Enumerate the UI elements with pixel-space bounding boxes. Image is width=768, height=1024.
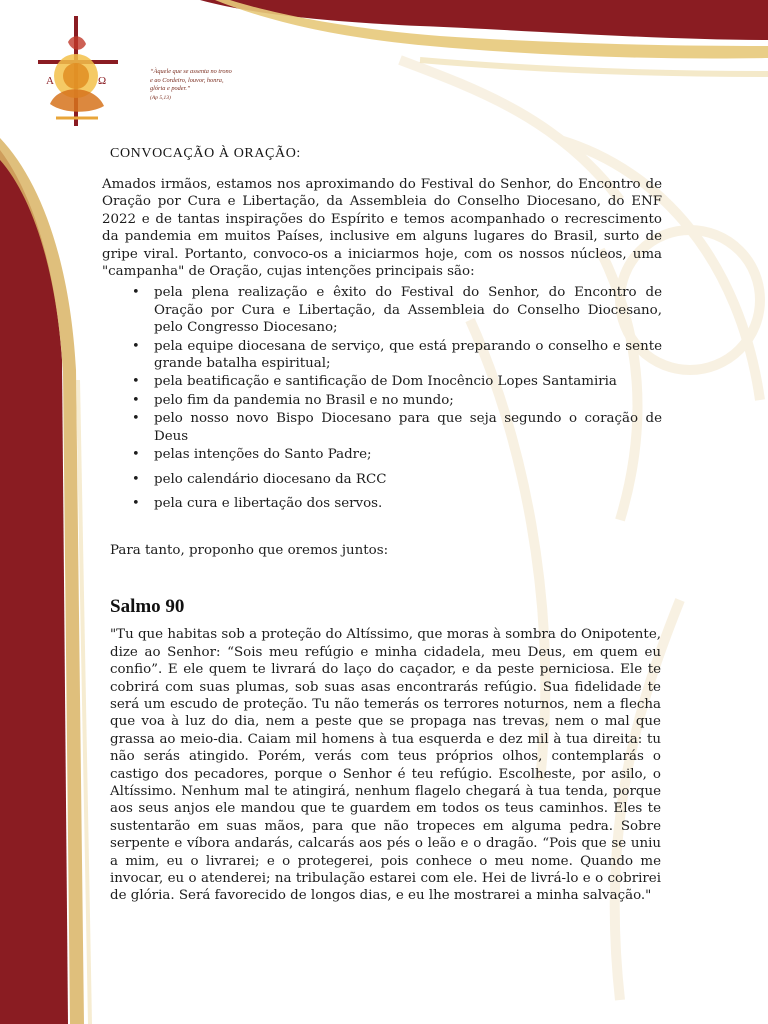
psalm-text: "Tu que habitas sob a proteção do Altíssimo, que moras à sombra do Onipotente, dize ao Senhor: “Sois meu refúgio e minha cidadela, meu Deus, em quem eu confio”. E ele quem te livrará do laço do caçador, e da peste perniciosa. Ele te cobrirá com suas plumas, sob suas asas encontrarás refúgio. Sua fidelidade te será um escudo de proteção. Tu não temerás os terrores noturnos, nem a flecha que voa à luz do dia, nem a peste que se propaga nas trevas, nem o mal que grassa ao meio-dia. Caiam mil homens à tua esquerda e dez mil à tua direita: tu não serás atingido. Porém, verás com teus próprios olhos, contemplarás o castigo dos pecadores, porque o Senhor é teu refúgio. Escolheste, por asilo, o Altíssimo. Nenhum mal te atingirá, nenhum flagelo chegará à tua tenda, porque aos seus anjos ele mandou que te guardem em todos os teus caminhos. Eles te sustentarão em suas mãos, para que não tropeces em alguma pedra. Sobre serpente e víbora andarás, calcarás aos pés o leão e o dragão. “Pois que se uniu a mim, eu o livrarei; e o protegerei, pois conhece o meu nome. Quando me invocar, eu o atenderei; na tribulação estarei com ele. Hei de livrá-lo e o cobrirei de glória. Será favorecido de longos dias, e eu lhe mostrarei a minha salvação." <box>110 627 661 904</box>
list-item: • pela cura e libertação dos servos. <box>132 495 383 511</box>
svg-text:Ω: Ω <box>98 75 107 87</box>
list-item: • pelas intenções do Santo Padre; <box>132 447 372 463</box>
svg-text:A: A <box>46 75 54 87</box>
bullet-icon: • <box>132 338 140 354</box>
psalm-title: Salmo 90 <box>110 596 185 618</box>
list-item: • pela beatificação e santificação de Dom Inocêncio Lopes Santamiria <box>132 374 617 390</box>
bullet-icon: • <box>132 374 140 390</box>
bullet-icon: • <box>132 471 140 487</box>
logo-quote-reference: (Ap 5,13) <box>150 94 171 101</box>
lead-sentence: Para tanto, proponho que oremos juntos: <box>110 543 389 559</box>
list-item: • pelo calendário diocesano da RCC <box>132 471 387 487</box>
list-item: • pelo fim da pandemia no Brasil e no mundo; <box>132 392 454 408</box>
prayer-intentions-list <box>102 284 662 512</box>
list-item: • pelo nosso novo Bispo Diocesano para que seja segundo o coração de Deus <box>132 411 662 444</box>
bullet-icon: • <box>132 495 140 511</box>
list-item: • pela plena realização e êxito do Festival do Senhor, do Encontro de Oração por Cura e Libertação, da Assembleia do Conselho Diocesano, pelo Congresso Diocesano; <box>132 285 662 336</box>
document-heading: CONVOCAÇÃO À ORAÇÃO: <box>110 146 301 161</box>
bullet-icon: • <box>132 411 140 427</box>
logo-quote-text: “Àquele que se assenta no trono e ao Cordeiro, louvor, honra, glória e poder.” <box>150 68 232 92</box>
list-item: • pela equipe diocesana de serviço, que está preparando o conselho e sente grande batalha espiritual; <box>132 338 662 372</box>
bullet-icon: • <box>132 447 140 463</box>
cross-lamb-emblem <box>28 14 128 134</box>
logo-quote <box>150 68 236 102</box>
document-body <box>102 146 662 905</box>
bullet-icon: • <box>132 285 140 301</box>
ministry-logo <box>28 14 232 134</box>
intro-paragraph: Amados irmãos, estamos nos aproximando do Festival do Senhor, do Encontro de Oração por Cura e Libertação, da Assembleia do Conselho Diocesano, do ENF 2022 e de tantas inspirações do Espírito e temos acompanhado o recrescimento da pandemia em muitos Países, inclusive em alguns lugares do Brasil, surto de gripe viral. Portanto, convoco-os a iniciarmos hoje, com os nossos núcleos, uma "campanha" de Oração, cujas intenções principais são: <box>102 177 662 280</box>
bullet-icon: • <box>132 392 140 408</box>
